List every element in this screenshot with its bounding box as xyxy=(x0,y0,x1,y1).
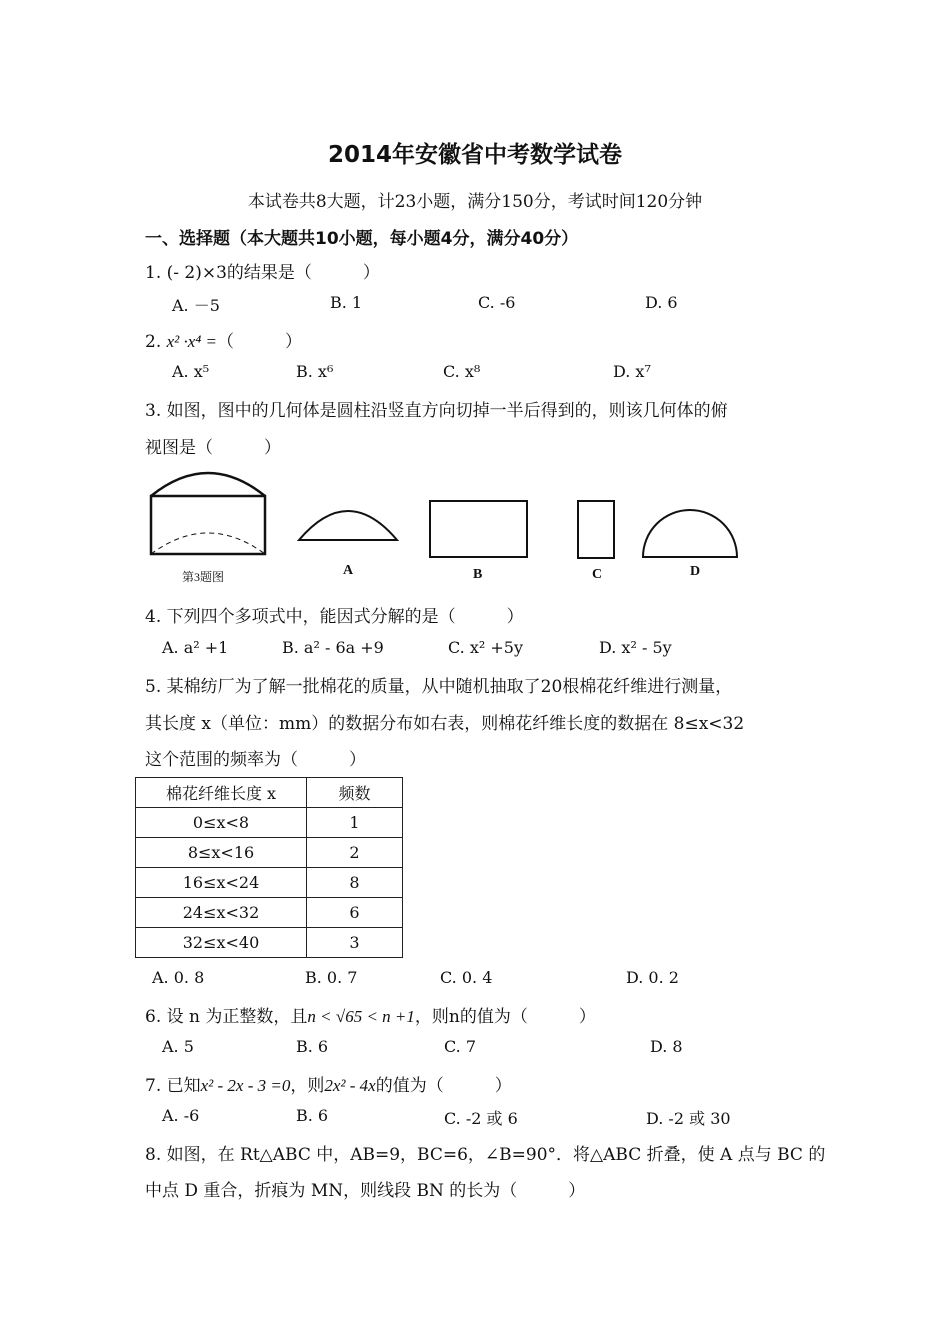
q2-option-b: B. x⁶ xyxy=(296,362,334,381)
q3-option-c-shape xyxy=(578,501,614,558)
question-3-stem-line1: 3. 如图，图中的几何体是圆柱沿竖直方向切掉一半后得到的，则该几何体的俯 xyxy=(145,401,728,421)
table-cell-count: 6 xyxy=(307,898,403,928)
q3-option-a-shape xyxy=(299,511,397,540)
q5-option-d: D. 0. 2 xyxy=(626,968,679,987)
table-cell-range: 0≤x<8 xyxy=(136,808,307,838)
question-4-stem: 4. 下列四个多项式中，能因式分解的是（ ） xyxy=(145,607,524,627)
exam-note: 本试卷共8大题，计23小题，满分150分，考试时间120分钟 xyxy=(247,192,703,212)
q3-label-c: C xyxy=(592,567,603,582)
q7-option-b: B. 6 xyxy=(296,1106,329,1125)
page-title: 2014年安徽省中考数学试卷 xyxy=(327,142,622,168)
q4-option-a: A. a² +1 xyxy=(162,638,229,657)
q3-label-a: A xyxy=(343,563,354,578)
table-row xyxy=(136,838,403,868)
q6-stem-end: ，则n的值为（ ） xyxy=(414,1007,596,1027)
q1-option-d: D. 6 xyxy=(645,293,678,312)
q1-option-c: C. -6 xyxy=(478,293,516,312)
q6-option-a: A. 5 xyxy=(162,1037,194,1056)
q6-stem-start: 6. 设 n 为正整数，且 xyxy=(145,1007,308,1027)
q6-option-b: B. 6 xyxy=(296,1037,329,1056)
table-cell-range: 24≤x<32 xyxy=(136,898,307,928)
q7-option-c: C. -2 或 6 xyxy=(444,1109,518,1128)
q3-label-d: D xyxy=(690,564,701,579)
q3-option-b-shape xyxy=(430,501,527,557)
q3-solid-figure xyxy=(151,473,265,554)
q5-option-c: C. 0. 4 xyxy=(440,968,493,987)
q1-option-b: B. 1 xyxy=(330,293,363,312)
question-5-stem-line2: 其长度 x（单位：mm）的数据分布如右表，则棉花纤维长度的数据在 8≤x<32 xyxy=(145,714,745,734)
q1-option-a: A. －5 xyxy=(172,296,220,315)
q2-option-c: C. x⁸ xyxy=(443,362,481,381)
q7-equation: x² - 2x - 3 =0 xyxy=(200,1076,291,1095)
table-cell-count: 1 xyxy=(307,808,403,838)
question-2-stem xyxy=(145,327,302,352)
q2-blank: （ ） xyxy=(216,332,302,352)
q7-option-a: A. -6 xyxy=(162,1106,200,1125)
table-row xyxy=(136,928,403,958)
q5-option-a: A. 0. 8 xyxy=(152,968,205,987)
q7-stem-middle: ，则 xyxy=(290,1076,325,1096)
frequency-table xyxy=(135,777,403,958)
table-row xyxy=(136,868,403,898)
q2-expression: x² ·x⁴ = xyxy=(166,332,217,351)
question-1-stem: 1. (- 2)×3的结果是（ ） xyxy=(145,263,380,283)
question-7-stem xyxy=(145,1071,512,1096)
q4-option-c: C. x² +5y xyxy=(448,638,523,657)
table-cell-count: 8 xyxy=(307,868,403,898)
question-8-stem-line2: 中点 D 重合，折痕为 MN，则线段 BN 的长为（ ） xyxy=(145,1181,586,1201)
table-header-frequency: 频数 xyxy=(307,778,403,808)
table-header-length: 棉花纤维长度 x xyxy=(136,778,307,808)
table-row xyxy=(136,898,403,928)
q2-option-a: A. x⁵ xyxy=(172,362,210,381)
q2-option-d: D. x⁷ xyxy=(613,362,651,381)
q7-option-d: D. -2 或 30 xyxy=(646,1109,731,1128)
q4-option-b: B. a² - 6a +9 xyxy=(282,638,384,657)
q2-number: 2. xyxy=(145,332,167,352)
question-5-stem-line3: 这个范围的频率为（ ） xyxy=(145,750,366,770)
section-heading: 一、选择题（本大题共10小题，每小题4分，满分40分） xyxy=(145,229,579,249)
q3-label-b: B xyxy=(473,567,483,582)
q6-inequality: n < √65 < n +1 xyxy=(307,1007,415,1026)
table-cell-count: 2 xyxy=(307,838,403,868)
q5-option-b: B. 0. 7 xyxy=(305,968,358,987)
q7-stem-end: 的值为（ ） xyxy=(375,1076,512,1096)
question-5-stem-line1: 5. 某棉纺厂为了解一批棉花的质量，从中随机抽取了20根棉花纤维进行测量， xyxy=(145,677,733,697)
q6-option-c: C. 7 xyxy=(444,1037,477,1056)
table-cell-range: 32≤x<40 xyxy=(136,928,307,958)
table-row xyxy=(136,808,403,838)
q6-option-d: D. 8 xyxy=(650,1037,683,1056)
q3-option-d-shape xyxy=(643,510,737,557)
q7-expression: 2x² - 4x xyxy=(324,1076,376,1095)
table-cell-count: 3 xyxy=(307,928,403,958)
question-3-stem-line2: 视图是（ ） xyxy=(145,438,281,458)
q3-figure-caption: 第3题图 xyxy=(182,570,225,584)
table-cell-range: 16≤x<24 xyxy=(136,868,307,898)
q4-option-d: D. x² - 5y xyxy=(599,638,672,657)
q7-stem-start: 7. 已知 xyxy=(145,1076,201,1096)
question-6-stem xyxy=(145,1002,596,1027)
table-cell-range: 8≤x<16 xyxy=(136,838,307,868)
table-header-row xyxy=(136,778,403,808)
question-8-stem-line1: 8. 如图，在 Rt△ABC 中，AB=9，BC=6，∠B=90°．将△ABC 折叠，使 A 点与 BC 的 xyxy=(145,1145,826,1165)
